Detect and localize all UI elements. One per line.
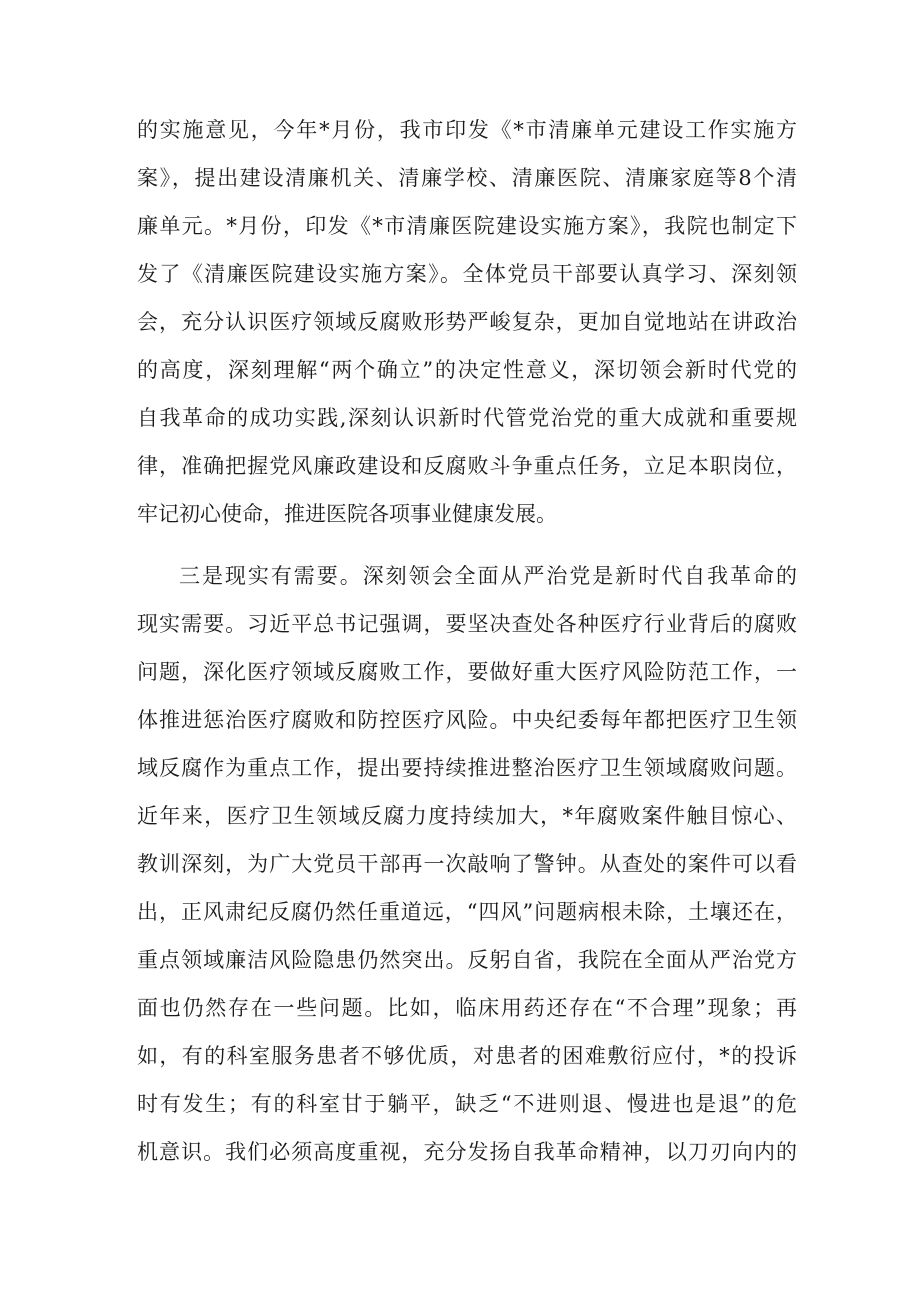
paragraph-line: 机意识。我们必须高度重视，充分发扬自我革命精神，以刀刃向内的 (137, 1140, 797, 1164)
paragraph-line: 现实需要。习近平总书记强调，要坚决查处各种医疗行业背后的腐败 (137, 612, 797, 636)
paragraph-line: 廉单元。*月份，印发《*市清廉医院建设实施方案》，我院也制定下 (137, 214, 797, 238)
paragraph-line: 的实施意见，今年*月份，我市印发《*市清廉单元建设工作实施方 (137, 118, 797, 142)
paragraph-line: 如，有的科室服务患者不够优质，对患者的困难敷衍应付，*的投诉 (137, 1044, 797, 1068)
paragraph-line: 自我革命的成功实践,深刻认识新时代管党治党的重大成就和重要规 (137, 406, 797, 430)
paragraph-line: 面也仍然存在一些问题。比如，临床用药还存在“不合理”现象；再 (137, 996, 797, 1020)
paragraph-line: 的高度，深刻理解“两个确立”的决定性意义，深切领会新时代党的 (137, 358, 797, 382)
paragraph-line: 发了《清廉医院建设实施方案》。全体党员干部要认真学习、深刻领 (137, 262, 797, 286)
paragraph-line: 近年来，医疗卫生领域反腐力度持续加大，*年腐败案件触目惊心、 (137, 804, 797, 828)
paragraph-line: 体推进惩治医疗腐败和防控医疗风险。中央纪委每年都把医疗卫生领 (137, 708, 797, 732)
paragraph-line: 出，正风肃纪反腐仍然任重道远，“四风”问题病根未除，土壤还在， (137, 900, 797, 924)
paragraph-1 (137, 106, 797, 538)
paragraph-line: 教训深刻，为广大党员干部再一次敲响了警钟。从查处的案件可以看 (137, 852, 797, 876)
paragraph-2 (137, 552, 797, 1176)
paragraph-line: 牢记初心使命，推进医院各项事业健康发展。 (137, 502, 557, 526)
paragraph-line: 问题，深化医疗领域反腐败工作，要做好重大医疗风险防范工作，一 (137, 660, 797, 684)
paragraph-line: 案》，提出建设清廉机关、清廉学校、清廉医院、清廉家庭等8个清 (137, 166, 797, 190)
paragraph-first-line: 三是现实有需要。深刻领会全面从严治党是新时代自我革命的 (179, 564, 797, 588)
paragraph-line: 重点领域廉洁风险隐患仍然突出。反躬自省，我院在全面从严治党方 (137, 948, 797, 972)
paragraph-line: 律，准确把握党风廉政建设和反腐败斗争重点任务，立足本职岗位， (137, 454, 797, 478)
paragraph-line: 时有发生；有的科室甘于躺平，缺乏“不进则退、慢进也是退”的危 (137, 1092, 797, 1116)
paragraph-line: 会，充分认识医疗领域反腐败形势严峻复杂，更加自觉地站在讲政治 (137, 310, 797, 334)
paragraph-line: 域反腐作为重点工作，提出要持续推进整治医疗卫生领域腐败问题。 (137, 756, 797, 780)
